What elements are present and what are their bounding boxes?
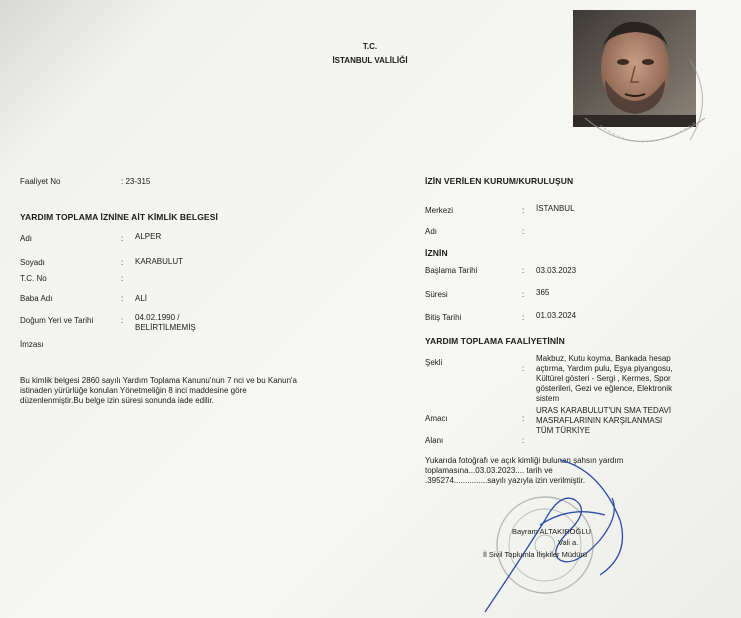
purpose-line-1: URAS KARABULUT'UN SMA TEDAVİ: [536, 406, 672, 415]
purpose-label: Amacı: [425, 414, 448, 423]
statement-line-3: .395274...............sayılı yazıyla izin verilmiştir.: [425, 476, 586, 485]
area-label: Alanı: [425, 436, 444, 445]
center-colon: :: [522, 206, 525, 215]
institution-name-label: Adı: [425, 227, 438, 236]
statement-line-2: toplamasına...03.03.2023.... tarih ve: [425, 466, 553, 475]
father-name-value: ALİ: [135, 294, 148, 303]
footnote-line-2: istinaden yürürlüğe konulan Yönetmeliğin 8 inci maddesine göre: [20, 386, 247, 395]
center-label: Merkezi: [425, 206, 454, 215]
surname-value: KARABULUT: [135, 257, 184, 266]
start-date-value: 03.03.2023: [536, 266, 577, 275]
name-colon: :: [121, 234, 124, 243]
method-line-2: açtırma, Yardım pulu, Eşya piyangosu,: [536, 364, 673, 373]
footnote-line-3: düzenlenmiştir.Bu belge izin süresi sonunda iade edilir.: [20, 396, 214, 405]
signature-label: İmzası: [20, 340, 44, 349]
start-date-label: Başlama Tarihi: [425, 266, 478, 275]
method-line-3: Kültürel gösteri - Sergi , Kermes, Spor: [536, 374, 671, 383]
duration-label: Süresi: [425, 290, 448, 299]
activity-no-value: : 23-315: [121, 177, 151, 186]
father-name-colon: :: [121, 294, 124, 303]
birth-label: Doğum Yeri ve Tarihi: [20, 316, 94, 325]
header-governorship: İSTANBUL VALİLİĞİ: [332, 56, 408, 65]
name-label: Adı: [20, 234, 33, 243]
institution-title: İZİN VERİLEN KURUM/KURULUŞUN: [425, 176, 574, 186]
end-date-colon: :: [522, 313, 525, 322]
method-line-4: gösterileri, Gezi ve eğlence, Elektronik: [536, 384, 673, 393]
end-date-value: 01.03.2024: [536, 311, 577, 320]
institution-name-colon: :: [522, 227, 525, 236]
signer-name: Bayram ALTAKIROĞLU: [512, 527, 591, 536]
signer-role-2: İl Sivil Toplumla İlişkiler Müdürü: [483, 550, 588, 559]
signer-role-1: Vali a.: [558, 538, 579, 547]
id-document-title: YARDIM TOPLAMA İZNİNE AİT KİMLİK BELGESİ: [20, 212, 218, 222]
method-label: Şekli: [425, 358, 443, 367]
duration-colon: :: [522, 290, 525, 299]
area-value: TÜM TÜRKİYE: [536, 426, 591, 435]
tc-no-colon: :: [121, 274, 124, 283]
purpose-line-2: MASRAFLARININ KARŞILANMASI: [536, 416, 663, 425]
birth-place-value: BELİRTİLMEMİŞ: [135, 323, 196, 332]
surname-colon: :: [121, 258, 124, 267]
birth-date-value: 04.02.1990 /: [135, 313, 180, 322]
surname-label: Soyadı: [20, 258, 45, 267]
collection-activity-title: YARDIM TOPLAMA FAALİYETİNİN: [425, 336, 565, 346]
activity-no-label: Faaliyet No: [20, 177, 61, 186]
start-date-colon: :: [522, 266, 525, 275]
permit-title: İZNİN: [425, 248, 448, 258]
method-line-1: Makbuz, Kutu koyma, Bankada hesap: [536, 354, 671, 363]
statement-line-1: Yukarıda fotoğrafı ve açık kimliği bulunan şahsın yardım: [425, 456, 624, 465]
header-tc: T.C.: [362, 42, 378, 51]
center-value: İSTANBUL: [536, 204, 575, 213]
area-colon: :: [522, 436, 525, 445]
method-colon: :: [522, 364, 525, 373]
duration-value: 365: [536, 288, 550, 297]
method-line-5: sistem: [536, 394, 560, 403]
name-value: ALPER: [135, 232, 162, 241]
father-name-label: Baba Adı: [20, 294, 53, 303]
purpose-colon: :: [522, 414, 525, 423]
end-date-label: Bitiş Tarihi: [425, 313, 462, 322]
footnote-line-1: Bu kimlik belgesi 2860 sayılı Yardım Toplama Kanunu'nun 7 nci ve bu Kanun'a: [20, 376, 298, 385]
tc-no-label: T.C. No: [20, 274, 47, 283]
birth-colon: :: [121, 316, 124, 325]
